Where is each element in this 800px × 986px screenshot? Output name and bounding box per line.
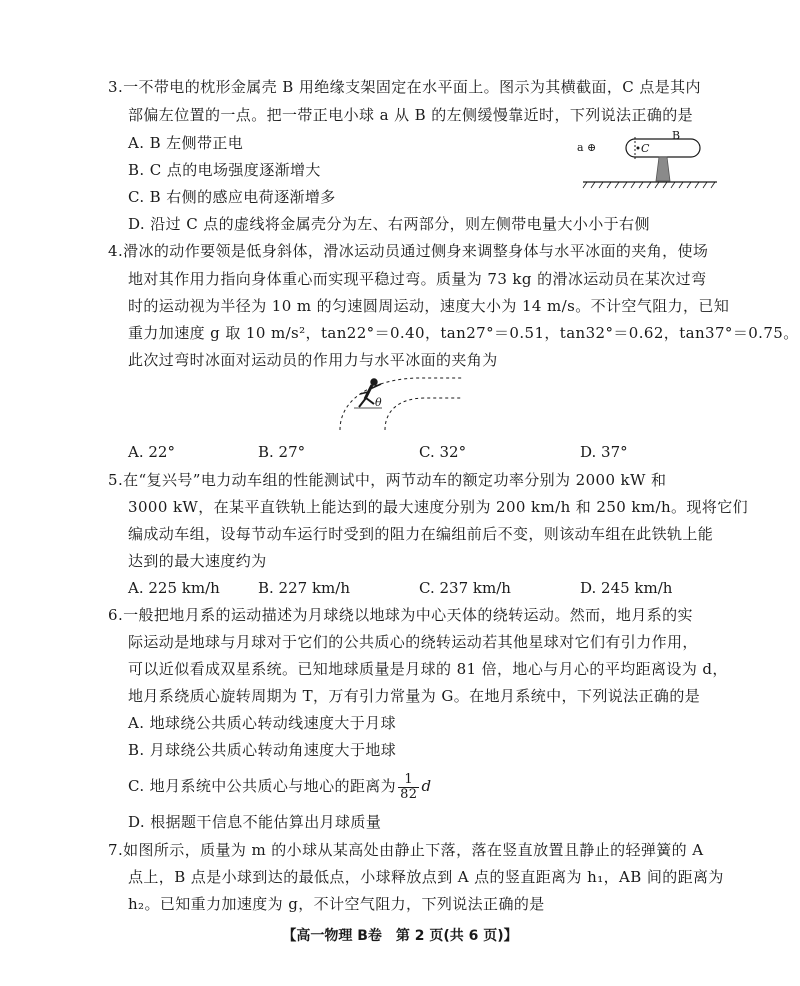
q4-stem-line4: 重力加速度 g 取 10 m/s²，tan22°＝0.40，tan27°＝0.51，tan32°＝0.62，tan37°＝0.75。 [128, 324, 799, 342]
q4-stem-line5: 此次过弯时冰面对运动员的作用力与水平冰面的夹角为 [128, 351, 498, 369]
fraction-denominator: 82 [400, 786, 418, 802]
q5-stem-line1: 5.在“复兴号”电力动车组的性能测试中，两节动车的额定功率分别为 2000 kW 和 [108, 471, 667, 489]
q3-fig-label-b: B [672, 129, 681, 142]
q3-stem-line2: 部偏左位置的一点。把一带正电小球 a 从 B 的左侧缓慢靠近时，下列说法正确的是 [128, 106, 694, 124]
q6-option-a: A. 地球绕公共质心转动线速度大于月球 [128, 714, 396, 732]
q4-inner-track [385, 398, 462, 430]
q4-option-b: B. 27° [258, 443, 306, 461]
q5-option-a: A. 225 km/h [128, 579, 220, 597]
q4-outer-track [340, 378, 462, 430]
q4-stem-line2: 地对其作用力指向身体重心而实现平稳过弯。质量为 73 kg 的滑冰运动员在某次过弯 [128, 270, 707, 288]
q7-stem-line2: 点上，B 点是小球到达的最低点，小球释放点到 A 点的竖直距离为 h₁，AB 间的距离为 [128, 868, 724, 886]
q4-stem-line3: 时的运动视为半径为 10 m 的匀速圆周运动，速度大小为 14 m/s。不计空气阻力，已知 [128, 297, 730, 315]
q3-stem-line1: 3.一不带电的枕形金属壳 B 用绝缘支架固定在水平面上。图示为其横截面，C 点是其内 [108, 78, 701, 96]
q3-option-c: C. B 右侧的感应电荷逐渐增多 [128, 188, 336, 206]
q5-option-d: D. 245 km/h [580, 579, 673, 597]
q3-fig-label-c: C [641, 142, 650, 155]
q6-stem-line1: 6.一般把地月系的运动描述为月球绕以地球为中心天体的绕转运动。然而，地月系的实 [108, 606, 693, 624]
q5-stem-line3: 编成动车组，设每节动车运行时受到的阻力在编组前后不变，则该动车组在此铁轨上能 [128, 525, 714, 543]
page-footer: 【高一物理 B卷 第 2 页(共 6 页)】 [282, 928, 518, 944]
q3-option-b: B. C 点的电场强度逐渐增大 [128, 161, 321, 179]
q4-fig-label-theta: θ [375, 396, 382, 409]
q7-stem-line3: h₂。已知重力加速度为 g，不计空气阻力，下列说法正确的是 [128, 895, 545, 913]
q6-option-c-variable: d [421, 777, 432, 795]
q6-option-c [128, 771, 431, 802]
q6-option-d: D. 根据题干信息不能估算出月球质量 [128, 813, 382, 831]
q4-skater-figure [330, 370, 470, 438]
q5-stem-line4: 达到的最大速度约为 [128, 552, 267, 570]
q5-option-b: B. 227 km/h [258, 579, 350, 597]
q4-option-c: C. 32° [419, 443, 467, 461]
q6-stem-line2: 际运动是地球与月球对于它们的公共质心的绕转运动若其他星球对它们有引力作用， [128, 633, 698, 651]
q4-stem-line1: 4.滑冰的动作要领是低身斜体，滑冰运动员通过侧身来调整身体与水平冰面的夹角，使场 [108, 242, 709, 260]
q3-figure [575, 125, 725, 195]
q7-stem-line1: 7.如图所示，质量为 m 的小球从某高处由静止下落，落在竖直放置且静止的轻弹簧的 A [108, 841, 704, 859]
q4-option-d: D. 37° [580, 443, 628, 461]
q6-option-b: B. 月球绕公共质心转动角速度大于地球 [128, 741, 397, 759]
q4-option-a: A. 22° [128, 443, 175, 461]
q5-option-c: C. 237 km/h [419, 579, 511, 597]
q3-fig-label-a: a ⊕ [577, 141, 597, 154]
q5-stem-line2: 3000 kW，在某平直铁轨上能达到的最大速度分别为 200 km/h 和 250 km/h。现将它们 [128, 498, 749, 516]
q3-support [656, 157, 670, 181]
q6-stem-line4: 地月系绕质心旋转周期为 T，万有引力常量为 G。在地月系统中，下列说法正确的是 [128, 687, 701, 705]
q3-ground-hatching [583, 182, 715, 188]
fraction-numerator: 1 [398, 773, 419, 788]
q6-stem-line3: 可以近似看成双星系统。已知地球质量是月球的 81 倍，地心与月心的平均距离设为 d， [128, 660, 728, 678]
q3-point-c [637, 147, 640, 150]
q3-option-d: D. 沿过 C 点的虚线将金属壳分为左、右两部分，则左侧带电量大小小于右侧 [128, 215, 650, 233]
q6-option-c-text: C. 地月系统中公共质心与地心的距离为 [128, 777, 397, 795]
q6-option-c-fraction [398, 773, 419, 802]
q3-option-a: A. B 左侧带正电 [128, 134, 244, 152]
